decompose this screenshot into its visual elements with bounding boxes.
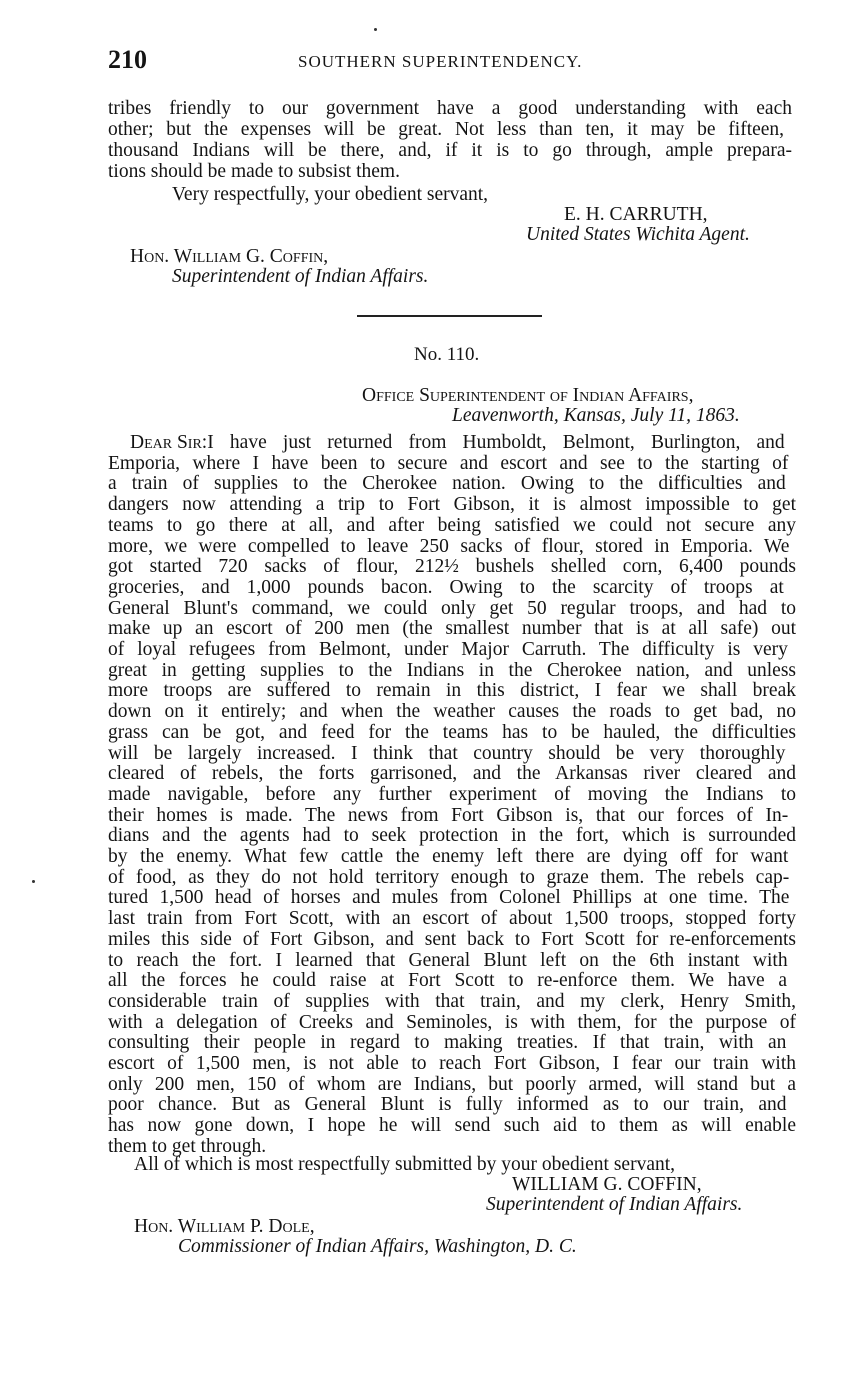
letter2-addressee-name: Hon. William P. Dole, [134, 1216, 315, 1237]
print-speck [32, 880, 35, 883]
letter1-signer-title: United States Wichita Agent. [526, 224, 750, 245]
document-number: No. 110. [414, 344, 480, 365]
letter1-signer-name: E. H. CARRUTH, [564, 204, 708, 225]
body-line: of loyal refugees from Belmont, under Major Carruth. The difficulty is very [108, 639, 788, 660]
letter2-place-date: Leavenworth, Kansas, July 11, 1863. [452, 405, 740, 426]
body-line: them to get through. [108, 1135, 267, 1157]
body-line: to reach the fort. I learned that General Blunt left on the 6th instant with [108, 949, 788, 971]
body-line: cleared of rebels, the forts garrisoned, and the Arkansas river cleared and [108, 763, 796, 785]
letter1-addressee-title: Superintendent of Indian Affairs. [172, 266, 429, 287]
letter2-closing: All of which is most respectfully submitted by your obedient servant, [134, 1154, 676, 1175]
body-line: more troops are suffered to remain in this district, I fear we shall break [108, 680, 796, 702]
body-line: tured 1,500 head of horses and mules from Colonel Phillips at one time. The [108, 887, 790, 909]
page-number: 210 [108, 45, 147, 74]
body-line: make up an escort of 200 men (the smallest number that is at all safe) out [108, 618, 796, 640]
body-line: made navigable, before any further experiment of moving the Indians to [108, 783, 796, 805]
body-line: got started 720 sacks of flour, 212½ bushels shelled corn, 6,400 pounds [108, 556, 796, 578]
body-line: will be largely increased. I think that country should be very thoroughly [108, 742, 786, 764]
body-line: tions should be made to subsist them. [108, 161, 400, 183]
letter2-office: Office Superintendent of Indian Affairs, [362, 385, 694, 406]
body-line: more, we were compelled to leave 250 sacks of flour, stored in Emporia. We [108, 535, 790, 557]
body-line: other; but the expenses will be great. Not less than ten, it may be fifteen, [108, 119, 785, 141]
body-line: a train of supplies to the Cherokee nation. Owing to the difficulties and [108, 473, 786, 495]
body-line: considerable train of supplies with that train, and my clerk, Henry Smith, [108, 990, 796, 1012]
body-line: groceries, and 1,000 pounds bacon. Owing to the scarcity of troops at [108, 576, 784, 598]
body-line: with a delegation of Creeks and Seminoles, is with them, for the purpose of [108, 1011, 796, 1033]
running-title: SOUTHERN SUPERINTENDENCY. [298, 52, 583, 71]
section-divider [357, 315, 542, 317]
letter1-addressee-name: Hon. William G. Coffin, [130, 246, 329, 267]
salutation: Dear Sir: [130, 432, 208, 453]
letter2-signer-title: Superintendent of Indian Affairs. [486, 1194, 743, 1215]
body-line: of food, as they do not hold territory enough to graze them. The rebels cap- [108, 866, 790, 888]
page-header [108, 45, 798, 79]
body-line: consulting their people in regard to making treaties. If that train, with an [108, 1032, 787, 1054]
body-line: poor chance. But as General Blunt is fully informed as to our train, and [108, 1094, 787, 1116]
body-line: grass can be got, and feed for the teams has to be hauled, the difficulties [108, 721, 796, 743]
body-line: last train from Fort Scott, with an escort of about 1,500 troops, stopped forty [108, 908, 796, 930]
body-line: dangers now attending a trip to Fort Gibson, it is almost impossible to get [108, 494, 796, 516]
letter1-closing: Very respectfully, your obedient servant, [172, 184, 489, 205]
body-line: thousand Indians will be there, and, if it is to go through, ample prepara- [108, 140, 792, 162]
body-line: their homes is made. The news from Fort Gibson is, that our forces of In- [108, 804, 789, 826]
body-line: teams to go there at all, and after being satisfied we could not secure any [108, 514, 796, 536]
letter2-addressee-title: Commissioner of Indian Affairs, Washington, D. C. [178, 1236, 577, 1257]
letter2-signer-name: WILLIAM G. COFFIN, [512, 1174, 702, 1195]
body-line: escort of 1,500 men, is not able to reach Fort Gibson, I fear our train with [108, 1053, 796, 1074]
body-line: all the forces he could raise at Fort Scott to re-enforce them. We have a [108, 970, 788, 992]
body-line: Emporia, where I have been to secure and escort and see to the starting of [108, 452, 789, 474]
print-speck [374, 28, 377, 31]
body-line: great in getting supplies to the Indians in the Cherokee nation, and unless [108, 659, 796, 681]
body-line: by the enemy. What few cattle the enemy left there are dying off for want [108, 846, 789, 867]
body-line: I have just returned from Humboldt, Belmont, Burlington, and [207, 432, 785, 453]
body-line: tribes friendly to our government have a good understanding with each [108, 98, 792, 119]
body-line: miles this side of Fort Gibson, and sent back to Fort Scott for re-enforcements [108, 928, 796, 950]
body-line: has now gone down, I hope he will send such aid to them as will enable [108, 1115, 796, 1137]
body-line: down on it entirely; and when the weather causes the roads to get bad, no [108, 701, 796, 723]
body-line: only 200 men, 150 of whom are Indians, but poorly armed, will stand but a [108, 1073, 796, 1095]
body-line: dians and the agents had to seek protection in the fort, which is surrounded [108, 825, 796, 847]
body-line: General Blunt's command, we could only get 50 regular troops, and had to [108, 597, 796, 619]
